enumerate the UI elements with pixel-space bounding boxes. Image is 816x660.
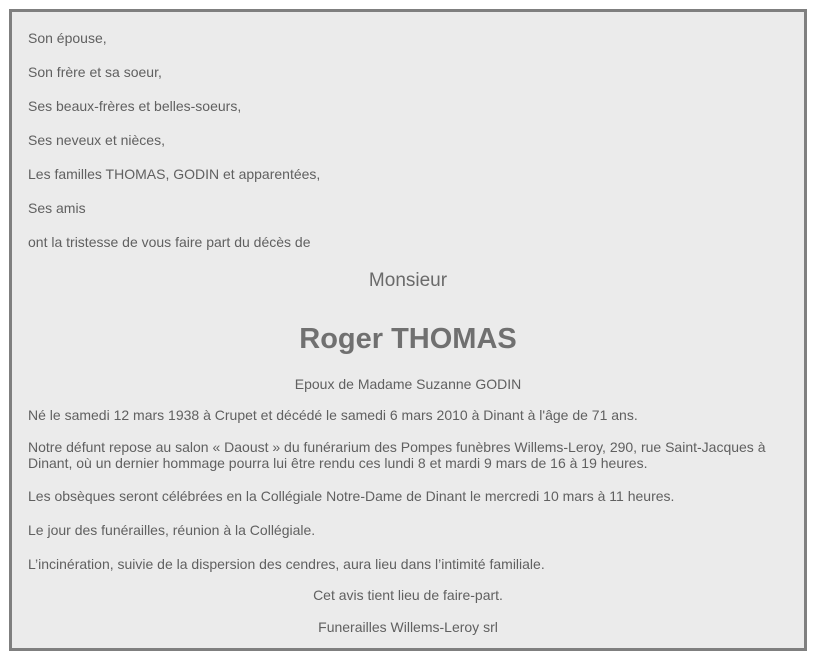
funeral-home-signature: Funerailles Willems-Leroy srl bbox=[318, 619, 498, 635]
family-line-siblings: Son frère et sa soeur, bbox=[28, 64, 162, 80]
family-line-families: Les familles THOMAS, GODIN et apparentées, bbox=[28, 166, 321, 182]
family-line-friends: Ses amis bbox=[28, 200, 86, 216]
honorific: Monsieur bbox=[368, 270, 448, 291]
closing-note: Cet avis tient lieu de faire-part. bbox=[313, 587, 503, 603]
gathering-paragraph: Le jour des funérailles, réunion à la Collégiale. bbox=[28, 522, 316, 538]
family-line-nephews: Ses neveux et nièces, bbox=[28, 132, 165, 148]
birth-death-paragraph: Né le samedi 12 mars 1938 à Crupet et décédé le samedi 6 mars 2010 à Dinant à l'âge de 71 ans. bbox=[28, 407, 638, 423]
announcement-intro: ont la tristesse de vous faire part du décès de bbox=[28, 234, 311, 250]
cremation-paragraph: L’incinération, suivie de la dispersion des cendres, aura lieu dans l’intimité familiale. bbox=[28, 556, 545, 572]
death-notice bbox=[9, 9, 807, 651]
family-line-spouse: Son épouse, bbox=[28, 30, 107, 46]
spouse-line: Epoux de Madame Suzanne GODIN bbox=[294, 376, 522, 392]
family-line-in-laws: Ses beaux-frères et belles-soeurs, bbox=[28, 98, 242, 114]
deceased-name: Roger THOMAS bbox=[299, 323, 517, 355]
funeral-service-paragraph: Les obsèques seront célébrées en la Collégiale Notre-Dame de Dinant le mercredi 10 mars à 11 heures. bbox=[28, 488, 675, 504]
viewing-paragraph: Notre défunt repose au salon « Daoust » du funérarium des Pompes funèbres Willems-Leroy, 290, rue Saint-Jacques à Dinant, où un dernier hommage pourra lui être rendu ces lundi 8 et mardi 9 mars de 16 à 19 heures. bbox=[28, 439, 766, 471]
